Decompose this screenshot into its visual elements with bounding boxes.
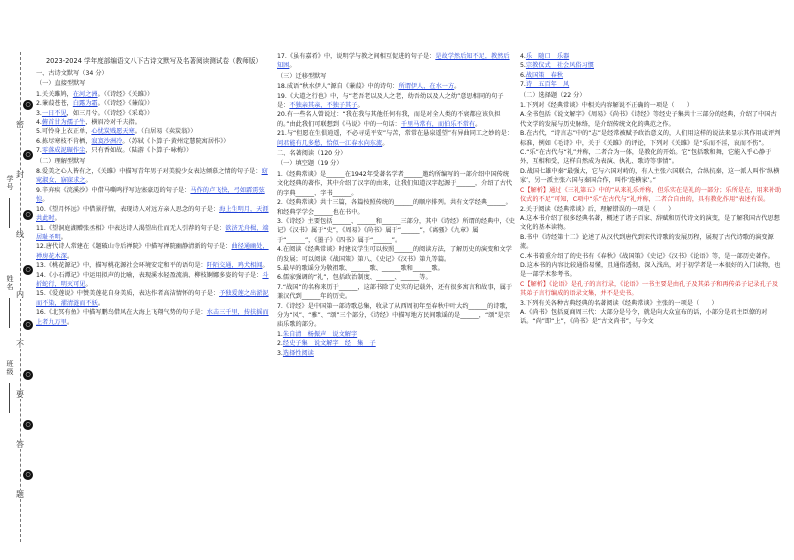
question-text: 3.《诗经》主要包括______、______和______三部分，其中《诗经》所谓的经典中，《史记》《汉书》属于“史”，《周易》《尚书》属于“______”，《离骚》《九章》属于“______”，《墨子》《四书》属于“______”。 <box>277 217 515 244</box>
question-text: 2.《经典常谈》共十三篇，各篇按照传统的______的顺序排列。共有文学经典______。和经典学学会______也在书中。 <box>277 199 512 216</box>
question-text: B.在古代，“诗言志”中的“志”是经常被赋予政治意义的，人们用这样的说法来显示其作用或评判标准，例如《毛诗》中，关于《关雎》的评论，下列对《关雎》是“乐而不淫，哀而不伤”。 <box>520 130 781 147</box>
question-item <box>36 289 272 308</box>
answer-text: 《论语》是孔子的言行录，《论语》一书主要是由孔子及其弟子和再传弟子记录孔子及其弟子言行编成的语录文集，并不是史书。 <box>520 280 779 298</box>
question-prompt: 2.蒹葭苍苍， <box>36 100 73 108</box>
question-item <box>277 52 515 71</box>
question-item <box>520 61 782 70</box>
question-tail: ，只有香如故。（陆游《卜算子·咏梅》） <box>85 147 193 155</box>
column-left <box>36 52 272 552</box>
question-prompt: 20.有一些名人曾说过：“我在我与其他任何有我，而是对全人类的不衰都应该负担的。”由此我们可联想到《马说》中的一句话： <box>277 111 501 128</box>
question-prompt: 5.可怜身上衣正单， <box>36 128 92 136</box>
answer-text: 一日不见 <box>41 109 67 117</box>
hole-marker: ○ <box>23 370 33 380</box>
section-heading: 一、古诗文默写（34 分） <box>36 70 108 77</box>
document-title: 2023-2024 学年度部编语文八下古诗文默写及名著阅读测试卷（教师版） <box>45 57 263 65</box>
question-tail: 。（苏轼《卜算子·黄州定慧院寓居作》） <box>122 137 230 145</box>
question-item <box>36 99 272 108</box>
question-prompt: 7. <box>520 81 526 89</box>
question-item <box>36 118 272 127</box>
field-label-class: 班级 <box>6 360 14 376</box>
section-heading: （二）选择题（22 分） <box>520 91 586 99</box>
question-text: 2.关于阅读《经典常谈》后，理解错误的一项是（ ） <box>520 205 675 213</box>
question-prompt: 7. <box>36 147 42 155</box>
question-item <box>277 330 515 339</box>
question-item <box>520 186 782 205</box>
question-tail: 。 <box>66 318 74 326</box>
question-tail: 。 <box>289 62 296 70</box>
question-text: 7.《诗经》是中国第一部诗歌总集，收录了从西周初年至春秋中叶大约______的诗歌，分为“风”、“雅”、“颂”三个部分，《诗经》中描写地方民间歌谣的是______，“颂”是宗庙乐歌的部分。 <box>277 302 512 329</box>
hole-marker: ○ <box>23 210 33 220</box>
question-item <box>36 205 272 224</box>
answer-text: 千里马常有，而伯乐不常有 <box>400 120 476 128</box>
answer-text: 海上生明月，天涯共此时 <box>36 205 269 223</box>
field-label-student-id: 学号 <box>6 175 14 191</box>
answer-text: 战国策 春秋 <box>525 71 564 79</box>
question-prompt: 3. <box>36 109 42 117</box>
question-item <box>36 146 272 155</box>
question-tail: 。（《诗经》《关雎》） <box>97 90 154 98</box>
question-prompt: 4. <box>36 119 42 127</box>
question-text: 3.下列有关各种古典经典的名著阅读《经典常谈》主张的一项是（ ） <box>520 299 718 307</box>
section-heading: 二、名著阅读（120 分） <box>277 150 347 158</box>
question-item <box>36 224 272 243</box>
answer-text: 诗 五百年 风 <box>525 81 570 89</box>
section-heading: （三）迁移型默写 <box>277 72 327 80</box>
seal-char: 要 <box>13 390 27 399</box>
answer-text: 窈窕淑女，寤寐求之 <box>36 168 268 185</box>
question-item <box>277 92 515 111</box>
question-tail: ，横眉冷对千夫指。 <box>85 119 141 127</box>
answer-text: 曲径通幽处，禅房花木深 <box>36 243 269 260</box>
question-tail: 。 <box>66 252 74 260</box>
question-tail: 。 <box>85 177 92 185</box>
question-tail: 。 <box>85 280 92 288</box>
field-line[interactable] <box>9 198 10 228</box>
question-tail: 。 <box>54 215 61 223</box>
answer-text: 经史子集 说文解字 经 集 子 <box>282 340 376 348</box>
answer-text: 马作的卢飞快，弓如霹雳弦惊 <box>36 186 265 204</box>
question-text: 7.“战国”的名称来历于______，这部书除了史实的记载外，还有很多寓言和故事，属于兼汉代到______年的历史。 <box>277 283 513 301</box>
question-prompt: 15.《爱莲说》中赞美莲花自身美质，表达作者高洁情怀的句子是： <box>36 290 220 298</box>
answer-text: 寂寞沙洲冷 <box>91 137 123 145</box>
question-item <box>520 280 782 299</box>
answer-text: 阡陌交通，鸡犬相闻 <box>206 262 263 270</box>
question-item <box>520 71 782 80</box>
seal-char: 内 <box>13 290 27 299</box>
field-label-name: 姓名 <box>6 275 14 291</box>
hole-marker: ○ <box>23 150 33 160</box>
answer-text: 欲济无舟楫，端居耻圣明 <box>36 224 269 241</box>
answer-text: 心忧炭贱愿天寒 <box>91 128 135 136</box>
question-prompt: 1.关关雎鸠， <box>36 90 73 98</box>
question-tail: 。 <box>42 196 49 204</box>
question-text: B.书中《诗经第十二》论述了从汉代到唐代到宋代诗歌的发展历程，展现了古代诗歌的演变源流。 <box>520 233 774 251</box>
question-prompt: 19.《大道之行也》中，与“老吾老以及人之老，幼吾幼以及人之幼”意思相同的句子是： <box>277 92 504 110</box>
question-prompt: 17.《虽有嘉肴》中，说明学与教之间相互促进的句子是： <box>277 53 436 60</box>
answer-text: 水击三千里，抟扶摇而上者九万里 <box>36 309 269 326</box>
question-tail: 。 <box>97 299 105 307</box>
seal-char: 不 <box>13 340 27 349</box>
answer-text: 选择性阅读 <box>282 349 314 357</box>
question-prompt: 8.爱美之心人皆有之，《关雎》中描写青年男子对美貌少女表达倾慕之情的句子是： <box>36 168 262 176</box>
question-item <box>277 339 515 348</box>
hole-marker: ○ <box>23 320 33 330</box>
question-item <box>36 109 272 118</box>
question-text: C.“乐”在古代与“礼”并称，二者合为一体，是教化的开始。它“包括歌和舞，它能入乎心静于外，互相和受，这样自然成为表演、执礼、歌诗等事情”。 <box>520 149 772 166</box>
answer-text: 乐 随口 乐器 <box>525 53 570 60</box>
question-item <box>36 271 272 290</box>
question-prompt: 12.唐代诗人常建在《题破山寺后禅院》中描写禅院幽静清新的句子是： <box>36 243 232 251</box>
answer-text: 在河之洲 <box>72 90 98 98</box>
question-item <box>36 167 272 186</box>
column-middle <box>277 52 515 552</box>
question-text: 1.《经典常谈》是______在1942年受著名学者______邀约所编写的一部介绍中国传统文化经典的著作，其中介绍了汉字的由来，让我们知道汉字起源于______，介绍了古代的字典______、字书______。 <box>277 170 513 197</box>
hole-marker: ○ <box>23 100 33 110</box>
question-prompt: 14.《小石潭记》中运用拟声的比喻，表现溪水轻盈流淌、柳枝婀娜多姿的句子是： <box>36 271 263 279</box>
question-item <box>277 82 515 91</box>
section-heading: （一）直接型默写 <box>36 80 86 88</box>
answer-text: 零落成泥碾作尘 <box>41 147 86 155</box>
question-prompt: 5. <box>520 62 526 70</box>
column-right <box>520 52 782 552</box>
answer-text: 斗折蛇行，明灭可见 <box>36 271 269 288</box>
question-prompt: 1. <box>277 330 283 338</box>
question-text: 6.儒家强调的“礼”，包括政治制度、______、______等。 <box>277 274 432 282</box>
question-item <box>36 261 272 270</box>
section-heading: （二）理解型默写 <box>36 157 86 165</box>
question-text: 1.下列对《经典常谈》中相关内容解说不正确的一项是（ ） <box>520 102 693 110</box>
question-prompt: 9.辛弃疾《浣溪沙》中借马嘶鸣抒写边塞豪迈的句子是： <box>36 186 191 194</box>
question-tail: 。 <box>454 83 461 91</box>
hole-marker: ○ <box>23 265 33 275</box>
answer-text: 俯首甘为孺子牛 <box>41 119 86 127</box>
answer-text: 是故学然后知不足，教然后知困 <box>277 53 510 70</box>
binding-gutter <box>0 0 30 560</box>
answer-text: 予独爱莲之出淤泥而不染，濯清涟而不妖 <box>36 290 269 307</box>
question-prompt: 6. <box>520 71 526 79</box>
seal-char: 封 <box>13 170 27 179</box>
section-heading: （一）填空题（19 分） <box>277 160 343 168</box>
field-line[interactable] <box>9 383 10 413</box>
answer-text: 宗教仪式 社会风俗习惯 <box>525 62 594 70</box>
question-prompt: C【解析】 <box>520 186 550 194</box>
question-item <box>520 80 782 89</box>
question-tail: 。 <box>262 262 269 270</box>
seal-char: 题 <box>13 490 27 499</box>
question-text: 5.最早的歌谣分为敬祖歌、______歌、______歌和______歌。 <box>277 264 444 272</box>
question-item <box>36 242 272 261</box>
seal-char: 答 <box>13 440 27 449</box>
question-prompt: 11.《望洞庭湖赠张丞相》中表达诗人渴望出仕而无人引荐的句子是： <box>36 224 226 232</box>
question-text: A.这本书介绍了很多经典名著，概述了诸子百家、辞赋和历代诗文的演变，是了解我国古代思想文化的基本读物。 <box>520 214 780 232</box>
question-tail: 。（白居易《卖炭翁》） <box>134 128 197 136</box>
question-text: D.这本书的内容比较通俗易懂，且通俗透彻，深入浅出，对于初学者是一本很好的入门读物，也是一部学术参考书。 <box>520 261 781 279</box>
question-item <box>36 127 272 136</box>
question-tail: 。 <box>475 120 482 128</box>
question-tail: ，如三月兮。（《诗经》《采葛》） <box>66 109 154 117</box>
answer-text: 不独亲其亲，不独子其子 <box>289 102 358 110</box>
question-item <box>36 90 272 99</box>
question-item <box>277 110 515 129</box>
hole-marker: ○ <box>23 420 33 430</box>
question-prompt: 2. <box>277 340 283 348</box>
seal-char: 线 <box>13 230 27 239</box>
answer-text: 所谓伊人，在水一方 <box>398 83 455 91</box>
question-tail: 。 <box>60 233 67 241</box>
question-prompt: 4. <box>520 53 526 60</box>
question-tail: 。 <box>382 139 389 147</box>
answer-text: 问君能有几多愁，恰似一江春水向东流 <box>277 139 383 147</box>
answer-text: 通过《三礼第五》中的“从来礼乐并称，但乐实在是礼的一部分；乐所是在，用来补助仪式的不足”可知，C项中“乐”在古代与“礼并称，二者合自由的，具有教化作用”表述有误。 <box>520 186 782 204</box>
question-item <box>36 308 272 327</box>
question-item <box>277 129 515 148</box>
question-item <box>36 137 272 146</box>
question-prompt: 16.《北冥有鱼》中描写鹏鸟借风在大海上飞翔气势的句子是： <box>36 309 207 317</box>
question-text: A.全书包括《说文解字》《周易》《尚书》《诗经》等经史子集共十三部分的经典，介绍了中国古代文学的发展与历史脉络，是介绍传统文化的典范之作。 <box>520 111 777 128</box>
question-tail: 。（《诗经》《蒹葭》） <box>97 100 154 108</box>
question-text: D.战国七雄中秦“最强大，它与六国对峙的，有人主张六国联合，合纵抗秦，这一派人叫作‘纵横家’，另一派主张六国与秦国合作，叫作‘连横家’。” <box>520 167 780 185</box>
question-prompt: C【解析】 <box>520 280 550 288</box>
question-prompt: 21.与“但愿在生俱逍遥，不必寻觅平安”与苦，常常在悬泉遥望”有异曲同工之妙的是： <box>277 130 514 138</box>
hole-marker: ○ <box>23 470 33 480</box>
question-item <box>520 52 782 61</box>
question-text: A.《尚书》包括夏商周三代：大部分是号令，就是向大众宣布的话，小部分是君主臣僚的对话。“尚”即“上”，《尚书》是“古文尚书”，与今文 <box>520 308 768 326</box>
answer-text: 白露为霜 <box>72 100 98 108</box>
question-prompt: 3. <box>277 349 283 357</box>
question-text: C.本书着重介绍了的史书有《春秋》《战国策》《史记》《汉书》《论语》等，是一部历史著作。 <box>520 252 774 260</box>
question-text: 4.在阅读《经典常谈》时建议学生可以按照______的阅读方法，了解历史的演变和文学的发展；可以阅读《战国策》第八、《史记》《汉书》第九等篇。 <box>277 246 512 263</box>
question-prompt: 10.《望月怀远》中借景抒情，表现诗人对远方亲人思念的句子是： <box>36 205 220 213</box>
answer-text: 朱自清 杨振声 说文解字 <box>282 330 358 338</box>
question-tail: 。 <box>357 102 364 110</box>
question-prompt: 13.《桃花源记》中，描写桃花源社会环境安定和平的语句是： <box>36 262 207 270</box>
question-item <box>36 186 272 205</box>
question-item <box>277 349 515 358</box>
seal-char: 密 <box>13 120 27 129</box>
question-prompt: 6.拣尽寒枝不肯栖， <box>36 137 92 145</box>
question-prompt: 18.成语“秋水伊人”源自《蒹葭》中的诗句： <box>277 83 399 91</box>
field-line[interactable] <box>9 298 10 328</box>
